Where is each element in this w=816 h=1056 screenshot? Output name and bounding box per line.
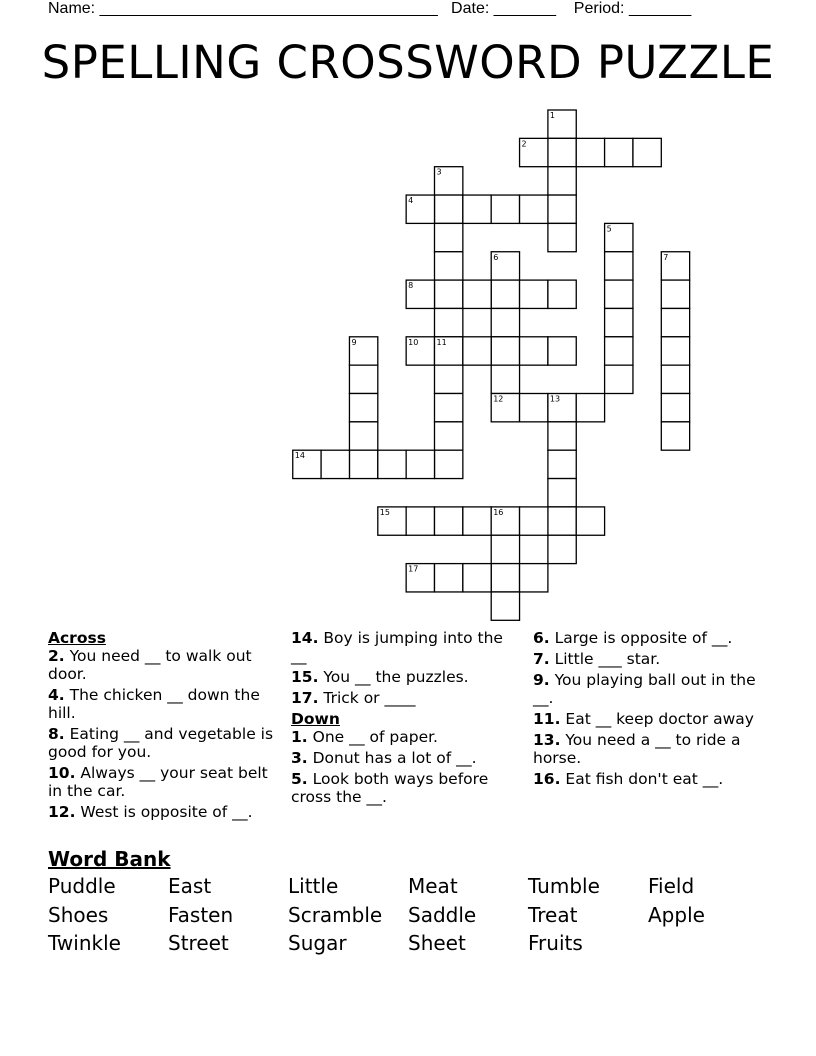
answer-cell[interactable] bbox=[463, 337, 491, 365]
answer-cell[interactable] bbox=[463, 195, 491, 223]
clue-text: Donut has a lot of __. bbox=[307, 749, 477, 767]
clue-item bbox=[291, 629, 521, 665]
word-bank-title: Word Bank bbox=[48, 847, 171, 871]
clue-number-1: 1 bbox=[549, 111, 555, 120]
clue-text: Look both ways before cross the __. bbox=[291, 770, 489, 806]
clue-number: 2. bbox=[48, 647, 65, 665]
answer-cell[interactable] bbox=[576, 507, 604, 535]
answer-cell[interactable] bbox=[661, 337, 689, 365]
answer-cell[interactable] bbox=[491, 308, 519, 336]
across-clue-list bbox=[48, 647, 280, 821]
word-bank-word: Twinkle bbox=[48, 931, 121, 955]
clue-item bbox=[533, 731, 768, 767]
answer-cell[interactable] bbox=[349, 422, 377, 450]
clue-number: 10. bbox=[48, 764, 76, 782]
answer-cell[interactable] bbox=[605, 365, 633, 393]
word-bank-word: Sheet bbox=[408, 931, 466, 955]
word-bank-word: Meat bbox=[408, 874, 458, 898]
word-bank-word: East bbox=[168, 874, 212, 898]
clue-item bbox=[533, 650, 768, 668]
word-bank-word: Sugar bbox=[288, 931, 347, 955]
clue-number-8: 8 bbox=[408, 281, 414, 291]
clue-item bbox=[291, 749, 521, 767]
answer-cell[interactable] bbox=[661, 308, 689, 336]
answer-cell[interactable] bbox=[520, 280, 548, 308]
clue-number-12: 12 bbox=[493, 394, 504, 404]
clue-number-11: 11 bbox=[436, 337, 447, 347]
answer-cell[interactable] bbox=[349, 365, 377, 393]
clue-text: Boy is jumping into the __ bbox=[291, 629, 503, 665]
across-heading: Across bbox=[48, 629, 106, 647]
word-bank-word: Field bbox=[648, 874, 695, 898]
clue-text: You need a __ to ride a horse. bbox=[533, 731, 741, 767]
clue-item bbox=[48, 647, 280, 683]
clue-number: 6. bbox=[533, 629, 550, 647]
word-bank-word: Puddle bbox=[48, 874, 116, 898]
answer-cell[interactable] bbox=[463, 507, 491, 535]
clue-text: You __ the puzzles. bbox=[318, 668, 469, 686]
clue-number: 16. bbox=[533, 770, 561, 788]
answer-cell[interactable] bbox=[435, 507, 463, 535]
clue-number: 1. bbox=[291, 728, 308, 746]
answer-cell[interactable] bbox=[435, 308, 463, 336]
word-bank-word: Saddle bbox=[408, 903, 477, 927]
answer-cell[interactable] bbox=[491, 280, 519, 308]
answer-cell[interactable] bbox=[406, 450, 434, 478]
answer-cell[interactable] bbox=[435, 195, 463, 223]
answer-cell[interactable] bbox=[548, 223, 576, 251]
clue-number-2: 2 bbox=[521, 139, 527, 149]
clue-item bbox=[48, 764, 280, 800]
answer-cell[interactable] bbox=[605, 308, 633, 336]
clue-text: One __ of paper. bbox=[307, 728, 438, 746]
down-clue-list bbox=[291, 728, 521, 806]
answer-cell[interactable] bbox=[491, 535, 519, 563]
word-bank-word: Little bbox=[288, 874, 339, 898]
answer-cell[interactable] bbox=[520, 195, 548, 223]
clue-item bbox=[533, 671, 768, 707]
word-bank-word: Street bbox=[168, 931, 229, 955]
answer-cell[interactable] bbox=[349, 394, 377, 422]
word-bank-word: Shoes bbox=[48, 903, 109, 927]
answer-cell[interactable] bbox=[491, 365, 519, 393]
answer-cell[interactable] bbox=[463, 564, 491, 592]
clue-number: 5. bbox=[291, 770, 308, 788]
clue-number-4: 4 bbox=[408, 196, 414, 206]
answer-cell[interactable] bbox=[463, 280, 491, 308]
answer-cell[interactable] bbox=[349, 450, 377, 478]
clue-text: Always __ your seat belt in the car. bbox=[48, 764, 268, 800]
answer-cell[interactable] bbox=[491, 337, 519, 365]
clue-item bbox=[48, 803, 280, 821]
clue-number-5: 5 bbox=[606, 224, 612, 234]
answer-cell[interactable] bbox=[548, 507, 576, 535]
answer-cell[interactable] bbox=[605, 280, 633, 308]
word-bank-word: Fruits bbox=[528, 931, 583, 955]
clue-number: 9. bbox=[533, 671, 550, 689]
answer-cell[interactable] bbox=[406, 507, 434, 535]
clue-number: 7. bbox=[533, 650, 550, 668]
answer-cell[interactable] bbox=[661, 422, 689, 450]
clue-number-7: 7 bbox=[663, 252, 669, 262]
clue-number-9: 9 bbox=[351, 337, 357, 347]
answer-cell[interactable] bbox=[520, 564, 548, 592]
answer-cell[interactable] bbox=[435, 564, 463, 592]
clue-number-14: 14 bbox=[294, 451, 305, 461]
answer-cell[interactable] bbox=[435, 450, 463, 478]
name-date-period-line: Name: ______________________________________ Date: _______ Period: _______ bbox=[48, 0, 692, 17]
answer-cell[interactable] bbox=[520, 394, 548, 422]
clue-number: 11. bbox=[533, 710, 561, 728]
word-bank-word: Fasten bbox=[168, 903, 234, 927]
clue-number: 12. bbox=[48, 803, 76, 821]
clue-item bbox=[533, 629, 768, 647]
clue-item bbox=[48, 686, 280, 722]
word-bank-word: Treat bbox=[528, 903, 578, 927]
answer-cell[interactable] bbox=[605, 337, 633, 365]
clues-column-1 bbox=[48, 629, 280, 824]
clue-item bbox=[291, 728, 521, 746]
clues-column-3 bbox=[533, 629, 768, 791]
answer-cell[interactable] bbox=[435, 252, 463, 280]
page-title: SPELLING CROSSWORD PUZZLE bbox=[41, 36, 775, 89]
clue-number: 8. bbox=[48, 725, 65, 743]
clue-number-13: 13 bbox=[549, 394, 561, 404]
clue-number-6: 6 bbox=[493, 252, 499, 262]
clues-column-2 bbox=[291, 629, 521, 809]
word-bank-word: Apple bbox=[648, 903, 705, 927]
answer-cell[interactable] bbox=[378, 450, 406, 478]
word-bank-word: Tumble bbox=[528, 874, 600, 898]
word-bank-word: Scramble bbox=[288, 903, 383, 927]
answer-cell[interactable] bbox=[661, 394, 689, 422]
clue-item bbox=[291, 689, 521, 707]
answer-cell[interactable] bbox=[435, 422, 463, 450]
clue-item bbox=[533, 770, 768, 788]
clue-text: Eat fish don't eat __. bbox=[560, 770, 724, 788]
clue-item bbox=[48, 725, 280, 761]
answer-cell[interactable] bbox=[491, 195, 519, 223]
answer-cell[interactable] bbox=[520, 507, 548, 535]
clue-text: You need __ to walk out door. bbox=[48, 647, 252, 683]
answer-cell[interactable] bbox=[548, 167, 576, 195]
clue-number: 17. bbox=[291, 689, 319, 707]
clue-number: 13. bbox=[533, 731, 561, 749]
answer-cell[interactable] bbox=[520, 337, 548, 365]
answer-cell[interactable] bbox=[605, 252, 633, 280]
down-clue-list-continued bbox=[533, 629, 768, 788]
answer-cell[interactable] bbox=[435, 394, 463, 422]
clue-text: Little ___ star. bbox=[549, 650, 661, 668]
clue-text: Large is opposite of __. bbox=[549, 629, 733, 647]
answer-cell[interactable] bbox=[321, 450, 349, 478]
clue-number-10: 10 bbox=[408, 337, 419, 347]
clue-number: 14. bbox=[291, 629, 319, 647]
answer-cell[interactable] bbox=[548, 337, 576, 365]
answer-cell[interactable] bbox=[548, 195, 576, 223]
clue-text: West is opposite of __. bbox=[75, 803, 253, 821]
clue-text: Trick or ____ bbox=[318, 689, 416, 707]
clue-item bbox=[533, 710, 768, 728]
answer-cell[interactable] bbox=[491, 564, 519, 592]
answer-cell[interactable] bbox=[548, 450, 576, 478]
answer-cell[interactable] bbox=[435, 223, 463, 251]
clue-number-3: 3 bbox=[436, 167, 442, 177]
clue-text: Eating __ and vegetable is good for you. bbox=[48, 725, 274, 761]
clue-number-16: 16 bbox=[493, 507, 504, 517]
answer-cell[interactable] bbox=[548, 422, 576, 450]
answer-cell[interactable] bbox=[435, 365, 463, 393]
across-clue-list-continued bbox=[291, 629, 521, 707]
answer-cell[interactable] bbox=[633, 138, 661, 166]
clue-number-17: 17 bbox=[408, 564, 419, 574]
clue-number: 15. bbox=[291, 668, 319, 686]
answer-cell[interactable] bbox=[491, 592, 519, 620]
clue-text: You playing ball out in the __. bbox=[533, 671, 756, 707]
answer-cell[interactable] bbox=[548, 138, 576, 166]
clue-number: 4. bbox=[48, 686, 65, 704]
clue-item bbox=[291, 770, 521, 806]
answer-cell[interactable] bbox=[548, 479, 576, 507]
answer-cell[interactable] bbox=[661, 280, 689, 308]
down-heading: Down bbox=[291, 710, 340, 728]
answer-cell[interactable] bbox=[576, 138, 604, 166]
answer-cell[interactable] bbox=[605, 138, 633, 166]
clue-text: The chicken __ down the hill. bbox=[48, 686, 260, 722]
clue-item bbox=[291, 668, 521, 686]
answer-cell[interactable] bbox=[576, 394, 604, 422]
answer-cell[interactable] bbox=[548, 280, 576, 308]
clue-text: Eat __ keep doctor away bbox=[560, 710, 754, 728]
answer-cell[interactable] bbox=[548, 535, 576, 563]
clue-number: 3. bbox=[291, 749, 308, 767]
answer-cell[interactable] bbox=[435, 280, 463, 308]
answer-cell[interactable] bbox=[661, 365, 689, 393]
clue-number-15: 15 bbox=[379, 507, 390, 517]
